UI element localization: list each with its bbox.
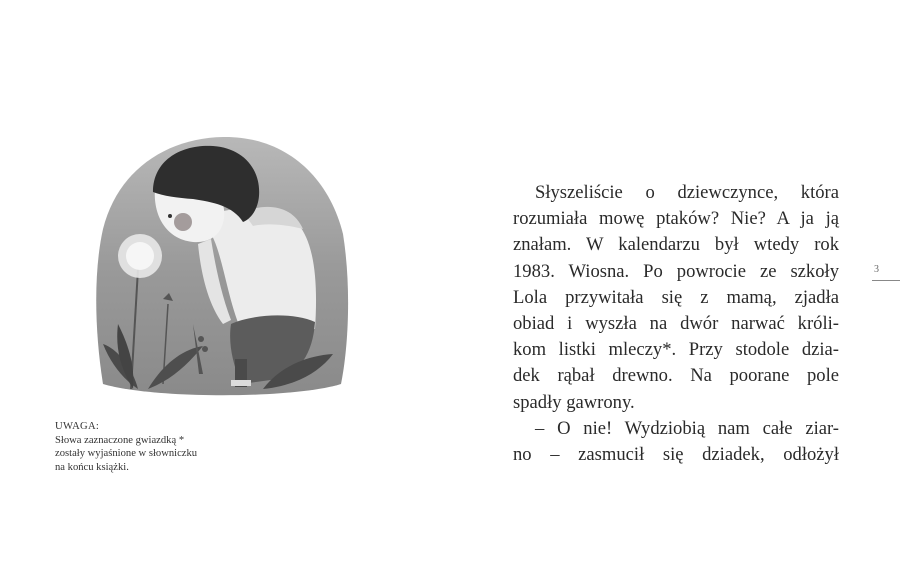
text-line: znałam. W kalendarzu był wtedy rok <box>513 234 839 256</box>
text-line: no – zasmucił się dziadek, odłożył <box>513 444 839 466</box>
body-text <box>513 180 839 468</box>
note-line: Słowa zaznaczone gwiazdką * <box>55 434 185 446</box>
text-line: spadły gawrony. <box>513 391 635 413</box>
note-line: zostały wyjaśnione w słowniczku <box>55 448 198 460</box>
page-number: 3 <box>874 264 879 275</box>
text-line: kom listki mleczy*. Przy stodole dzia- <box>513 339 839 361</box>
footnote-warning <box>55 420 285 474</box>
text-line: obiad i wyszła na dwór narwać króli- <box>513 313 839 335</box>
text-line: – O nie! Wydziobią nam całe ziar- <box>535 417 839 439</box>
text-line: Słyszeliście o dziewczynce, która <box>535 182 839 203</box>
text-line: dek rąbał drewno. Na poorane pole <box>513 365 839 387</box>
text-line: Lola przywitała się z mamą, zjadła <box>513 286 839 308</box>
illustration-icon <box>93 134 351 402</box>
text-line: 1983. Wiosna. Po powrocie ze szkoły <box>513 260 839 282</box>
note-title: UWAGA: <box>55 421 100 432</box>
page-number-rule <box>872 280 900 281</box>
note-line: na końcu książki. <box>55 461 129 473</box>
text-line: rozumiała mowę ptaków? Nie? A ja ją <box>513 208 839 230</box>
illustration-girl-dandelion <box>93 134 351 402</box>
